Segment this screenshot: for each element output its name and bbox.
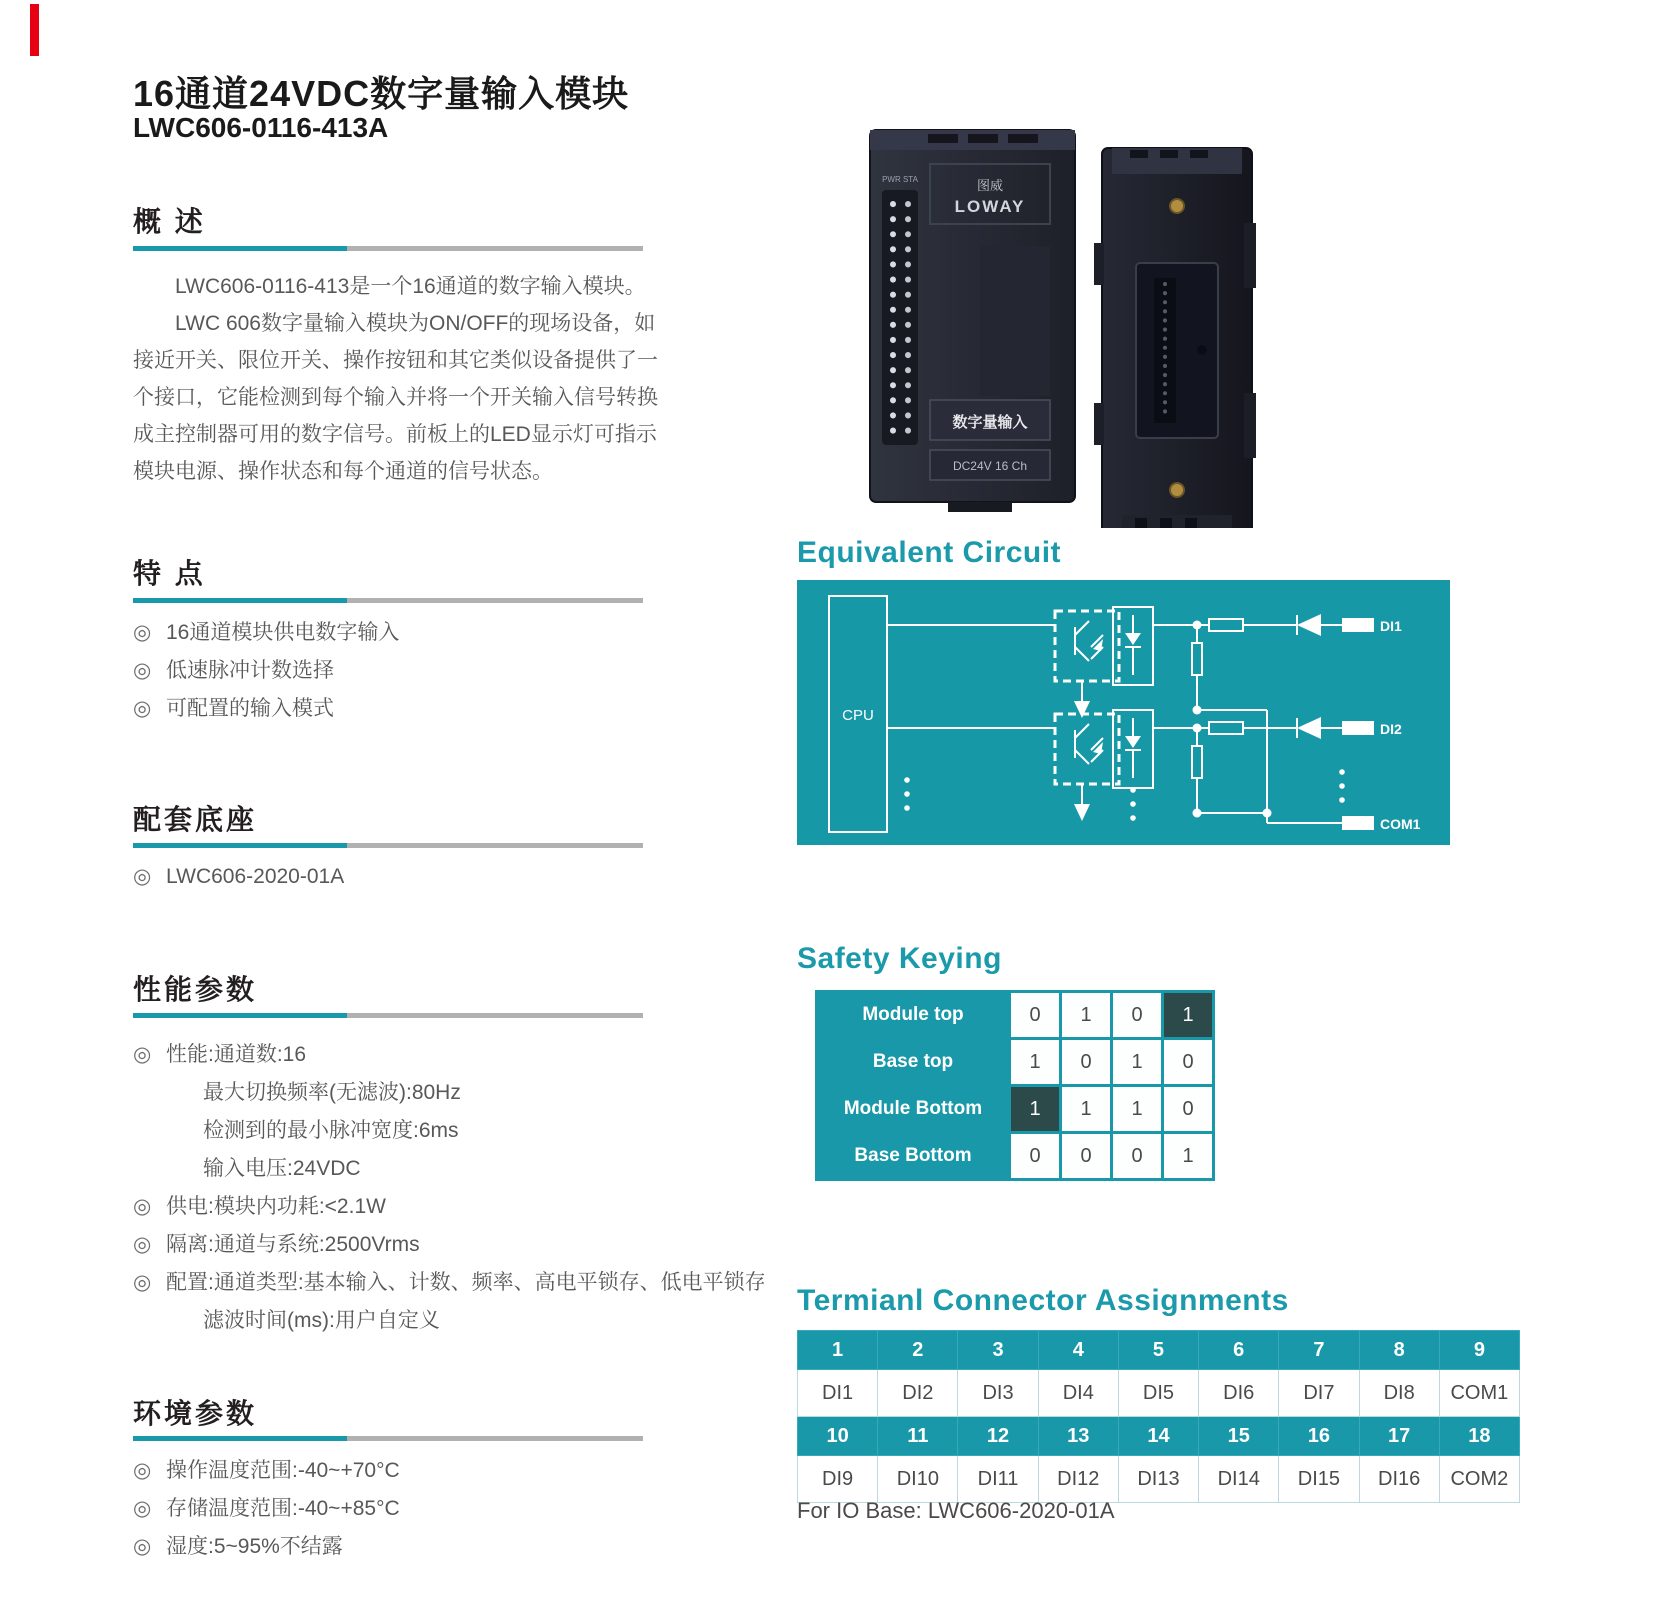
underline-accent xyxy=(133,246,347,251)
pin-number: 2 xyxy=(878,1331,958,1370)
key-cell: 0 xyxy=(1061,1133,1112,1180)
pin-signal: COM2 xyxy=(1439,1456,1519,1503)
brand-logo: LOWAY xyxy=(954,197,1026,216)
equivalent-circuit-diagram xyxy=(797,580,1450,845)
performance-text: 最大切换频率(无滤波):80Hz xyxy=(203,1081,461,1104)
pin-number: 18 xyxy=(1439,1417,1519,1456)
bullet-icon: ◎ xyxy=(133,1195,152,1218)
performance-text: 滤波时间(ms):用户自定义 xyxy=(203,1309,440,1332)
table-row xyxy=(817,1039,1214,1086)
key-cell-highlighted: 1 xyxy=(1163,992,1214,1039)
table-row xyxy=(798,1417,1520,1456)
screw xyxy=(1170,483,1184,497)
pin-number: 6 xyxy=(1199,1331,1279,1370)
pin-signal: DI3 xyxy=(958,1370,1038,1417)
key-cell-highlighted: 1 xyxy=(1010,1086,1061,1133)
pin-number: 13 xyxy=(1038,1417,1118,1456)
pin-number: 10 xyxy=(798,1417,878,1456)
pin-number: 11 xyxy=(878,1417,958,1456)
pin-signal: DI9 xyxy=(798,1456,878,1503)
pin-signal: DI14 xyxy=(1199,1456,1279,1503)
pin-signal: DI4 xyxy=(1038,1370,1118,1417)
underline-accent xyxy=(133,1436,347,1441)
underline-accent xyxy=(133,843,347,848)
base-text: LWC606-2020-01A xyxy=(166,865,345,888)
table-row xyxy=(817,992,1214,1039)
table-row xyxy=(798,1331,1520,1370)
list-item xyxy=(133,1150,766,1188)
list-item xyxy=(133,1452,400,1490)
product-model: LWC606-0116-413A xyxy=(133,112,389,143)
list-item xyxy=(133,1226,766,1264)
com1-label: COM1 xyxy=(1380,816,1421,832)
module-spec-label: DC24V 16 Ch xyxy=(952,459,1028,473)
pin-number: 16 xyxy=(1279,1417,1359,1456)
list-item xyxy=(133,1264,766,1302)
pin-number: 3 xyxy=(958,1331,1038,1370)
bullet-icon: ◎ xyxy=(133,1233,152,1256)
list-item xyxy=(133,690,399,728)
row-label: Base top xyxy=(817,1039,1010,1086)
di1-label: DI1 xyxy=(1380,618,1402,634)
terminal-assignments-table xyxy=(797,1330,1520,1503)
performance-text: 供电:模块内功耗:<2.1W xyxy=(166,1195,386,1218)
product-photo xyxy=(830,78,1290,528)
list-item xyxy=(133,1302,766,1340)
pin-signal: DI11 xyxy=(958,1456,1038,1503)
di2-label: DI2 xyxy=(1380,721,1402,737)
key-cell: 0 xyxy=(1112,1133,1163,1180)
pin-signal: DI10 xyxy=(878,1456,958,1503)
key-cell: 1 xyxy=(1061,992,1112,1039)
key-cell: 0 xyxy=(1163,1086,1214,1133)
section-overview-heading: 概 述 xyxy=(133,206,206,237)
section-features-heading: 特 点 xyxy=(133,558,206,589)
feature-text: 可配置的输入模式 xyxy=(166,697,334,720)
overview-paragraph: LWC 606数字量输入模块为ON/OFF的现场设备，如接近开关、限位开关、操作按钮和其它类似设备提供了一个接口，它能检测到每个输入并将一个开关输入信号转换成主控制器可用的数字信号。前板上的LED显示灯可指示模块电源、操作状态和每个通道的信号状态。 xyxy=(133,312,658,483)
bullet-icon: ◎ xyxy=(133,659,152,682)
overview-text xyxy=(133,268,668,490)
section-underline xyxy=(133,843,643,848)
table-row xyxy=(798,1370,1520,1417)
pin-number: 7 xyxy=(1279,1331,1359,1370)
brand-logo-cn: 图威 xyxy=(976,178,1004,193)
pin-signal: COM1 xyxy=(1439,1370,1519,1417)
performance-text: 隔离:通道与系统:2500Vrms xyxy=(166,1233,420,1256)
section-underline xyxy=(133,598,643,603)
safety-keying-heading: Safety Keying xyxy=(797,942,1002,975)
underline-accent xyxy=(133,598,347,603)
table-row xyxy=(817,1133,1214,1180)
pin-number: 12 xyxy=(958,1417,1038,1456)
underline-accent xyxy=(133,1013,347,1018)
pin-number: 15 xyxy=(1199,1417,1279,1456)
pin-signal: DI7 xyxy=(1279,1370,1359,1417)
list-item xyxy=(133,1112,766,1150)
red-registration-mark xyxy=(30,4,39,56)
performance-text: 性能:通道数:16 xyxy=(166,1043,307,1066)
pin-number: 1 xyxy=(798,1331,878,1370)
module-front-label: 数字量输入 xyxy=(952,414,1028,431)
section-performance-heading: 性能参数 xyxy=(133,974,258,1005)
feature-text: 低速脉冲计数选择 xyxy=(166,659,334,682)
key-cell: 1 xyxy=(1163,1133,1214,1180)
list-item xyxy=(133,1036,766,1074)
equivalent-circuit-heading: Equivalent Circuit xyxy=(797,536,1062,569)
pin-number: 4 xyxy=(1038,1331,1118,1370)
cpu-label: CPU xyxy=(842,707,874,724)
feature-text: 16通道模块供电数字输入 xyxy=(166,621,400,644)
list-item xyxy=(133,614,399,652)
pin-signal: DI13 xyxy=(1118,1456,1198,1503)
overview-paragraph: LWC606-0116-413是一个16通道的数字输入模块。 xyxy=(175,275,646,298)
section-underline xyxy=(133,1013,643,1018)
row-label: Base Bottom xyxy=(817,1133,1010,1180)
section-underline xyxy=(133,246,643,251)
module-rear-view xyxy=(1094,148,1256,528)
performance-text: 配置:通道类型:基本输入、计数、频率、高电平锁存、低电平锁存 xyxy=(166,1271,766,1294)
table-row xyxy=(817,1086,1214,1133)
safety-keying-table xyxy=(815,990,1215,1181)
row-label: Module top xyxy=(817,992,1010,1039)
key-cell: 0 xyxy=(1163,1039,1214,1086)
bullet-icon: ◎ xyxy=(133,1497,152,1520)
io-base-footnote: For IO Base: LWC606-2020-01A xyxy=(797,1498,1115,1523)
led-caption: PWR STA xyxy=(882,175,918,184)
section-underline xyxy=(133,1436,643,1441)
pin-number: 5 xyxy=(1118,1331,1198,1370)
list-item xyxy=(133,1490,400,1528)
bullet-icon: ◎ xyxy=(133,621,152,644)
environment-text: 操作温度范围:-40~+70°C xyxy=(166,1459,400,1482)
page-title: 16通道24VDC数字量输入模块 xyxy=(133,73,630,114)
list-item xyxy=(133,858,344,896)
pin-number: 17 xyxy=(1359,1417,1439,1456)
pin-signal: DI16 xyxy=(1359,1456,1439,1503)
performance-text: 输入电压:24VDC xyxy=(203,1157,361,1180)
pin-signal: DI1 xyxy=(798,1370,878,1417)
pin-signal: DI15 xyxy=(1279,1456,1359,1503)
list-item xyxy=(133,1528,400,1566)
list-item xyxy=(133,1188,766,1226)
pin-signal: DI12 xyxy=(1038,1456,1118,1503)
key-cell: 0 xyxy=(1112,992,1163,1039)
screw xyxy=(1170,199,1184,213)
key-cell: 1 xyxy=(1010,1039,1061,1086)
base-list xyxy=(133,858,344,896)
bullet-icon: ◎ xyxy=(133,1043,152,1066)
features-list xyxy=(133,614,399,728)
bullet-icon: ◎ xyxy=(133,697,152,720)
key-cell: 1 xyxy=(1061,1086,1112,1133)
section-environment-heading: 环境参数 xyxy=(133,1398,258,1429)
pin-signal: DI8 xyxy=(1359,1370,1439,1417)
pin-number: 8 xyxy=(1359,1331,1439,1370)
table-row xyxy=(798,1456,1520,1503)
environment-list xyxy=(133,1452,400,1566)
module-front-view xyxy=(870,130,1075,512)
key-cell: 1 xyxy=(1112,1039,1163,1086)
key-cell: 0 xyxy=(1061,1039,1112,1086)
bullet-icon: ◎ xyxy=(133,1535,152,1558)
pin-signal: DI5 xyxy=(1118,1370,1198,1417)
key-cell: 0 xyxy=(1010,1133,1061,1180)
performance-text: 检测到的最小脉冲宽度:6ms xyxy=(203,1119,459,1142)
pin-number: 14 xyxy=(1118,1417,1198,1456)
performance-list xyxy=(133,1036,766,1340)
list-item xyxy=(133,652,399,690)
terminal-assignments-heading: Termianl Connector Assignments xyxy=(797,1284,1289,1317)
pin-signal: DI6 xyxy=(1199,1370,1279,1417)
bullet-icon: ◎ xyxy=(133,1271,152,1294)
pin-number: 9 xyxy=(1439,1331,1519,1370)
bullet-icon: ◎ xyxy=(133,1459,152,1482)
key-cell: 1 xyxy=(1112,1086,1163,1133)
pin-signal: DI2 xyxy=(878,1370,958,1417)
list-item xyxy=(133,1074,766,1112)
section-base-heading: 配套底座 xyxy=(133,804,258,835)
environment-text: 存储温度范围:-40~+85°C xyxy=(166,1497,400,1520)
row-label: Module Bottom xyxy=(817,1086,1010,1133)
environment-text: 湿度:5~95%不结露 xyxy=(166,1535,343,1558)
key-cell: 0 xyxy=(1010,992,1061,1039)
bullet-icon: ◎ xyxy=(133,865,152,888)
